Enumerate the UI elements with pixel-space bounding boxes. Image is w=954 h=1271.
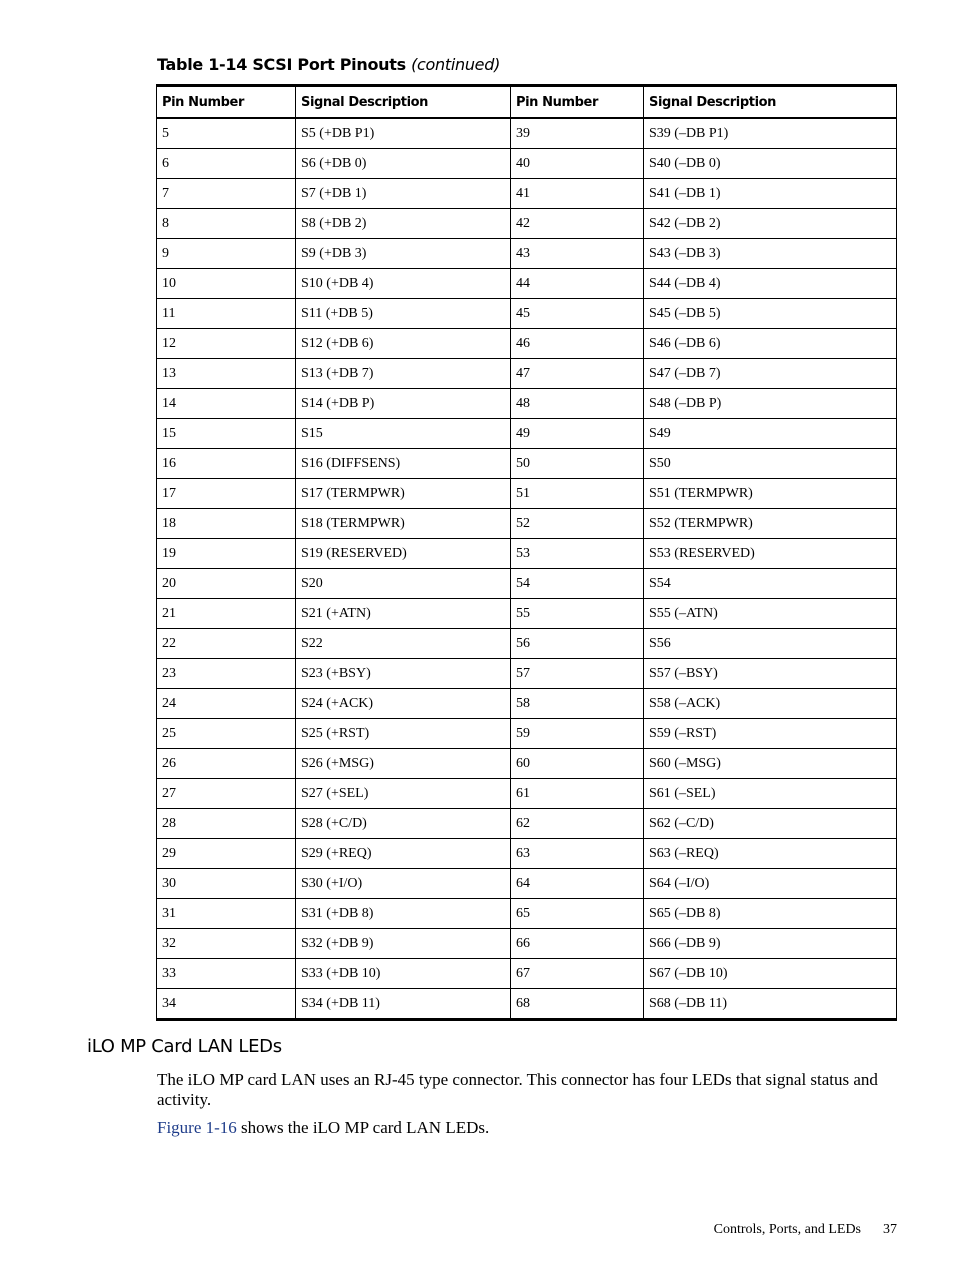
cell-signal-description: S27 (+SEL)	[296, 779, 511, 809]
table-row	[157, 839, 897, 869]
cell-signal-description: S7 (+DB 1)	[296, 179, 511, 209]
cell-pin-number: 51	[511, 479, 644, 509]
cell-pin-number: 5	[157, 118, 296, 149]
cell-pin-number: 8	[157, 209, 296, 239]
cell-signal-description: S62 (–C/D)	[644, 809, 897, 839]
cell-pin-number: 58	[511, 689, 644, 719]
cell-signal-description: S55 (–ATN)	[644, 599, 897, 629]
cell-signal-description: S21 (+ATN)	[296, 599, 511, 629]
cell-signal-description: S61 (–SEL)	[644, 779, 897, 809]
section-paragraph: The iLO MP card LAN uses an RJ-45 type connector. This connector has four LEDs that signal status and activity.	[157, 1070, 878, 1109]
cell-pin-number: 14	[157, 389, 296, 419]
cell-signal-description: S5 (+DB P1)	[296, 118, 511, 149]
cell-signal-description: S41 (–DB 1)	[644, 179, 897, 209]
table-row	[157, 149, 897, 179]
cell-pin-number: 12	[157, 329, 296, 359]
cell-pin-number: 53	[511, 539, 644, 569]
table-row	[157, 599, 897, 629]
cell-signal-description: S14 (+DB P)	[296, 389, 511, 419]
cell-pin-number: 45	[511, 299, 644, 329]
cell-signal-description: S31 (+DB 8)	[296, 899, 511, 929]
cell-pin-number: 54	[511, 569, 644, 599]
table-row	[157, 389, 897, 419]
cell-pin-number: 13	[157, 359, 296, 389]
cell-signal-description: S58 (–ACK)	[644, 689, 897, 719]
table-row	[157, 479, 897, 509]
cell-signal-description: S17 (TERMPWR)	[296, 479, 511, 509]
cell-pin-number: 31	[157, 899, 296, 929]
table-caption	[157, 55, 500, 74]
cell-signal-description: S51 (TERMPWR)	[644, 479, 897, 509]
cell-signal-description: S45 (–DB 5)	[644, 299, 897, 329]
cell-signal-description: S24 (+ACK)	[296, 689, 511, 719]
cell-pin-number: 64	[511, 869, 644, 899]
cell-pin-number: 19	[157, 539, 296, 569]
cell-signal-description: S15	[296, 419, 511, 449]
cell-signal-description: S8 (+DB 2)	[296, 209, 511, 239]
cell-signal-description: S66 (–DB 9)	[644, 929, 897, 959]
header-pin-number-right: Pin Number	[511, 86, 644, 119]
page-footer	[714, 1222, 897, 1238]
cell-pin-number: 48	[511, 389, 644, 419]
cell-pin-number: 22	[157, 629, 296, 659]
cell-pin-number: 52	[511, 509, 644, 539]
cell-signal-description: S63 (–REQ)	[644, 839, 897, 869]
cell-pin-number: 16	[157, 449, 296, 479]
cell-pin-number: 56	[511, 629, 644, 659]
figure-reference-paragraph	[157, 1118, 897, 1138]
cell-signal-description: S9 (+DB 3)	[296, 239, 511, 269]
figure-reference-text: shows the iLO MP card LAN LEDs.	[236, 1118, 490, 1137]
table-row	[157, 179, 897, 209]
table-row	[157, 449, 897, 479]
table-row	[157, 329, 897, 359]
cell-signal-description: S34 (+DB 11)	[296, 989, 511, 1020]
cell-signal-description: S19 (RESERVED)	[296, 539, 511, 569]
cell-signal-description: S54	[644, 569, 897, 599]
cell-pin-number: 68	[511, 989, 644, 1020]
cell-signal-description: S49	[644, 419, 897, 449]
table-row	[157, 689, 897, 719]
cell-signal-description: S28 (+C/D)	[296, 809, 511, 839]
cell-pin-number: 18	[157, 509, 296, 539]
cell-signal-description: S46 (–DB 6)	[644, 329, 897, 359]
cell-signal-description: S43 (–DB 3)	[644, 239, 897, 269]
cell-signal-description: S6 (+DB 0)	[296, 149, 511, 179]
cell-signal-description: S25 (+RST)	[296, 719, 511, 749]
cell-pin-number: 7	[157, 179, 296, 209]
cell-pin-number: 55	[511, 599, 644, 629]
table-row	[157, 779, 897, 809]
cell-pin-number: 21	[157, 599, 296, 629]
table-caption-title: Table 1-14 SCSI Port Pinouts	[157, 55, 406, 74]
header-signal-description-right: Signal Description	[644, 86, 897, 119]
cell-pin-number: 57	[511, 659, 644, 689]
cell-pin-number: 27	[157, 779, 296, 809]
cell-signal-description: S44 (–DB 4)	[644, 269, 897, 299]
cell-pin-number: 11	[157, 299, 296, 329]
cell-signal-description: S47 (–DB 7)	[644, 359, 897, 389]
table-row	[157, 659, 897, 689]
cell-pin-number: 10	[157, 269, 296, 299]
table-row	[157, 539, 897, 569]
cell-signal-description: S42 (–DB 2)	[644, 209, 897, 239]
cell-signal-description: S50	[644, 449, 897, 479]
section-heading: iLO MP Card LAN LEDs	[87, 1036, 282, 1057]
cell-pin-number: 49	[511, 419, 644, 449]
cell-signal-description: S13 (+DB 7)	[296, 359, 511, 389]
cell-pin-number: 15	[157, 419, 296, 449]
cell-pin-number: 24	[157, 689, 296, 719]
table-row	[157, 209, 897, 239]
cell-pin-number: 40	[511, 149, 644, 179]
cell-pin-number: 34	[157, 989, 296, 1020]
table-row	[157, 239, 897, 269]
table-row	[157, 359, 897, 389]
cell-signal-description: S67 (–DB 10)	[644, 959, 897, 989]
table-row	[157, 719, 897, 749]
table-row	[157, 809, 897, 839]
cell-pin-number: 29	[157, 839, 296, 869]
table-row	[157, 929, 897, 959]
cell-signal-description: S20	[296, 569, 511, 599]
cell-pin-number: 43	[511, 239, 644, 269]
cell-signal-description: S18 (TERMPWR)	[296, 509, 511, 539]
cell-pin-number: 67	[511, 959, 644, 989]
table-row	[157, 569, 897, 599]
table-row	[157, 118, 897, 149]
cell-pin-number: 39	[511, 118, 644, 149]
cell-pin-number: 9	[157, 239, 296, 269]
table-row	[157, 989, 897, 1020]
cell-signal-description: S11 (+DB 5)	[296, 299, 511, 329]
cell-pin-number: 20	[157, 569, 296, 599]
cell-pin-number: 50	[511, 449, 644, 479]
cell-signal-description: S48 (–DB P)	[644, 389, 897, 419]
scsi-pinout-table	[156, 84, 897, 1021]
cell-pin-number: 6	[157, 149, 296, 179]
cell-signal-description: S32 (+DB 9)	[296, 929, 511, 959]
table-row	[157, 959, 897, 989]
cell-signal-description: S23 (+BSY)	[296, 659, 511, 689]
cell-pin-number: 33	[157, 959, 296, 989]
cell-signal-description: S22	[296, 629, 511, 659]
cell-pin-number: 42	[511, 209, 644, 239]
cell-pin-number: 62	[511, 809, 644, 839]
table-body	[157, 118, 897, 1020]
cell-pin-number: 44	[511, 269, 644, 299]
cell-pin-number: 17	[157, 479, 296, 509]
cell-signal-description: S52 (TERMPWR)	[644, 509, 897, 539]
cell-signal-description: S40 (–DB 0)	[644, 149, 897, 179]
cell-signal-description: S29 (+REQ)	[296, 839, 511, 869]
cell-pin-number: 46	[511, 329, 644, 359]
table-row	[157, 899, 897, 929]
cell-pin-number: 30	[157, 869, 296, 899]
cell-signal-description: S10 (+DB 4)	[296, 269, 511, 299]
cell-pin-number: 63	[511, 839, 644, 869]
cell-pin-number: 47	[511, 359, 644, 389]
cell-pin-number: 61	[511, 779, 644, 809]
cell-signal-description: S33 (+DB 10)	[296, 959, 511, 989]
table-row	[157, 299, 897, 329]
cell-signal-description: S65 (–DB 8)	[644, 899, 897, 929]
cell-pin-number: 32	[157, 929, 296, 959]
cell-signal-description: S26 (+MSG)	[296, 749, 511, 779]
cell-signal-description: S39 (–DB P1)	[644, 118, 897, 149]
cell-signal-description: S64 (–I/O)	[644, 869, 897, 899]
table-row	[157, 269, 897, 299]
cell-pin-number: 28	[157, 809, 296, 839]
cell-signal-description: S57 (–BSY)	[644, 659, 897, 689]
cell-pin-number: 59	[511, 719, 644, 749]
cell-signal-description: S60 (–MSG)	[644, 749, 897, 779]
cell-pin-number: 26	[157, 749, 296, 779]
table-caption-continued: (continued)	[411, 55, 501, 74]
header-pin-number-left: Pin Number	[157, 86, 296, 119]
table-row	[157, 629, 897, 659]
table-row	[157, 749, 897, 779]
figure-link[interactable]: Figure 1-16	[157, 1118, 237, 1137]
cell-pin-number: 66	[511, 929, 644, 959]
cell-signal-description: S30 (+I/O)	[296, 869, 511, 899]
cell-signal-description: S56	[644, 629, 897, 659]
cell-pin-number: 65	[511, 899, 644, 929]
cell-signal-description: S68 (–DB 11)	[644, 989, 897, 1020]
cell-signal-description: S16 (DIFFSENS)	[296, 449, 511, 479]
cell-signal-description: S59 (–RST)	[644, 719, 897, 749]
cell-signal-description: S53 (RESERVED)	[644, 539, 897, 569]
table-row	[157, 509, 897, 539]
table-row	[157, 419, 897, 449]
cell-pin-number: 23	[157, 659, 296, 689]
header-signal-description-left: Signal Description	[296, 86, 511, 119]
page-number: 37	[883, 1222, 897, 1237]
cell-signal-description: S12 (+DB 6)	[296, 329, 511, 359]
table-header-row	[157, 86, 897, 119]
footer-chapter: Controls, Ports, and LEDs	[713, 1222, 861, 1237]
table-row	[157, 869, 897, 899]
cell-pin-number: 60	[511, 749, 644, 779]
cell-pin-number: 41	[511, 179, 644, 209]
cell-pin-number: 25	[157, 719, 296, 749]
